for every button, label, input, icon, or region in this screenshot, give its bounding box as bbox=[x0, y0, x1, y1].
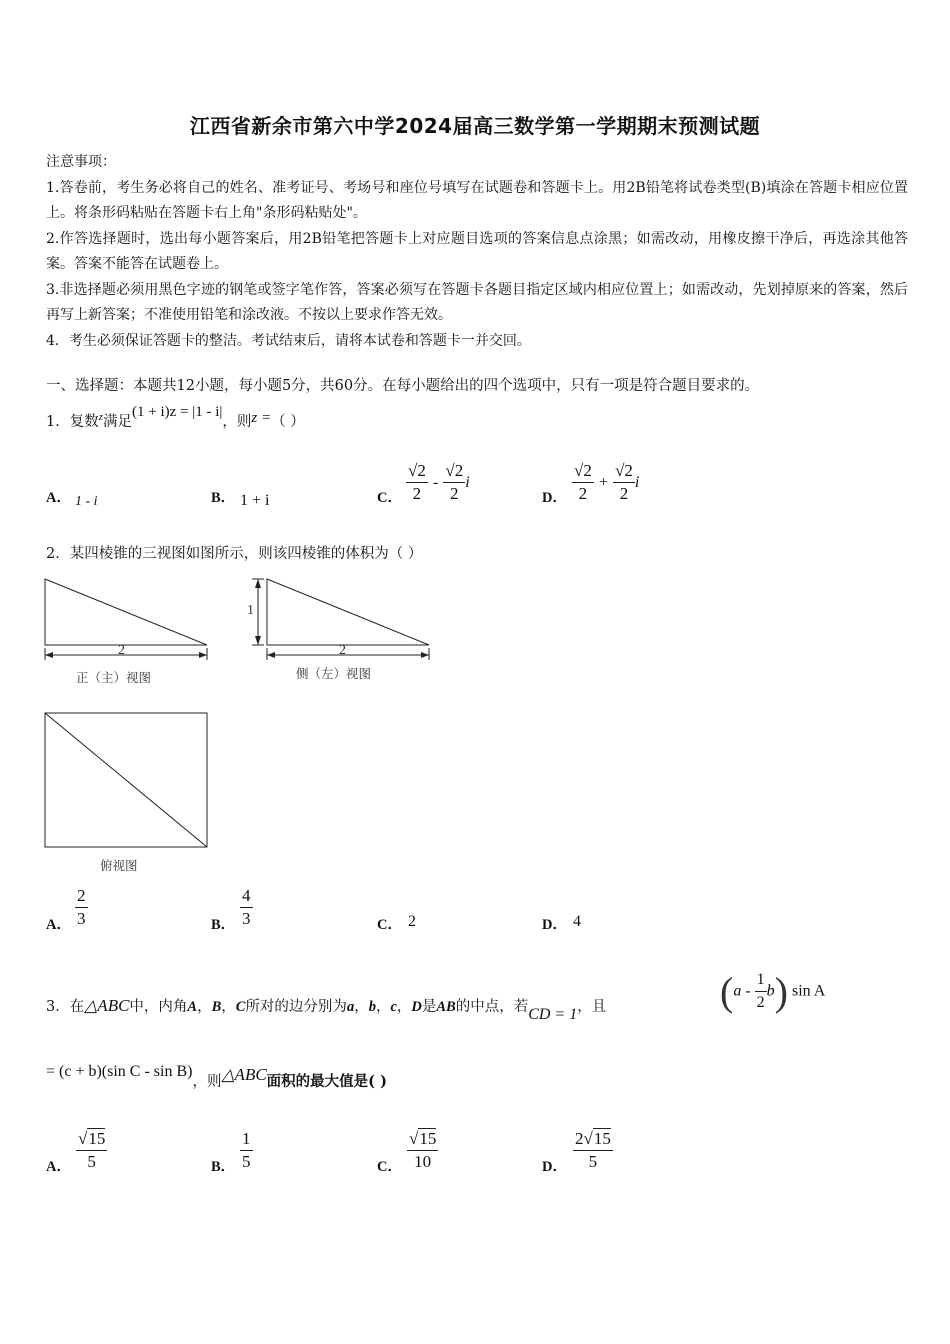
q3-c-den: 10 bbox=[414, 1152, 432, 1171]
q3-d-den: 5 bbox=[588, 1152, 598, 1171]
q2-a-den: 3 bbox=[77, 909, 86, 928]
q1-option-b-label[interactable]: B． bbox=[211, 490, 236, 506]
q2-option-c-label[interactable]: C． bbox=[377, 917, 402, 933]
notice-item-4: 4．考生必须保证答题卡的整洁。考试结束后，请将本试卷和答题卡一并交回。 bbox=[46, 332, 531, 349]
q1-z: z bbox=[98, 411, 104, 424]
q3-line2-p2: 面积的最大值是( ) bbox=[266, 1073, 387, 1090]
q2-option-b-label[interactable]: B． bbox=[211, 917, 236, 933]
q3-c-num: 15 bbox=[419, 1129, 437, 1148]
q1-blank: （ ） bbox=[271, 414, 305, 430]
front-view-caption: 正（主）视图 bbox=[76, 670, 152, 685]
q1-c-num2: √2 bbox=[443, 460, 465, 483]
question-2: 2．某四棱锥的三视图如图所示，则该四棱锥的体积为（ ） bbox=[46, 546, 423, 562]
q3-equation-right: = (c + b)(sin C - sin B) bbox=[46, 1063, 193, 1080]
page-title: 江西省新余市第六中学2024届高三数学第一学期期末预测试题 bbox=[189, 114, 761, 138]
q1-c-i: i bbox=[465, 474, 470, 491]
q2-b-num: 4 bbox=[240, 885, 253, 908]
q1-c-op: - bbox=[432, 474, 439, 491]
side-width-label: 2 bbox=[339, 643, 346, 658]
q3-option-a-label[interactable]: A． bbox=[46, 1159, 71, 1175]
q3-AB: AB bbox=[436, 999, 456, 1015]
q1-option-b-value: 1 + i bbox=[240, 492, 270, 509]
q3-D: D bbox=[411, 999, 422, 1015]
q1-d-num1: √2 bbox=[572, 460, 594, 483]
q3-B: B bbox=[211, 999, 222, 1015]
notice-item-3: 3.非选择题必须用黑色字迹的钢笔或签字笔作答，答案必须写在答题卡各题目指定区域内相应位置上；如需改动，先划掉原来的答案，然后再写上新答案；不准使用铅笔和涂改液。不按以上要求作答无效。 bbox=[46, 281, 908, 323]
q1-c-den1: 2 bbox=[412, 484, 422, 503]
q3-equation-left: (a - $\frac{1}{2}$ b) sin A bbox=[720, 969, 826, 1014]
q3-option-c-value: $\frac{√15}{10}$ bbox=[409, 1129, 437, 1171]
question-3-line-1 bbox=[46, 995, 607, 1023]
front-width-label: 2 bbox=[118, 643, 125, 658]
q3-sinA: sin A bbox=[791, 982, 826, 1000]
q1-mid: 满足 bbox=[103, 414, 133, 430]
q3-p4: 是 bbox=[421, 999, 437, 1015]
q1-option-c-label[interactable]: C． bbox=[377, 490, 402, 506]
q2-option-a-value bbox=[75, 885, 88, 930]
top-view-caption: 俯视图 bbox=[100, 858, 138, 873]
q3-line2-p1: ，则 bbox=[192, 1074, 222, 1090]
notice-item-2: 2.作答选择题时，选出每小题答案后，用2B铅笔把答题卡上对应题目选项的答案信息点涂黑；如需改动，用橡皮擦干净后，再选涂其他答案。答案不能答在试题卷上。 bbox=[46, 230, 908, 272]
q3-cd-eq: CD = 1 bbox=[528, 1006, 578, 1023]
q3-comma4: ， bbox=[375, 999, 391, 1015]
q1-option-d-label[interactable]: D． bbox=[542, 490, 567, 506]
q3-option-b-value bbox=[240, 1128, 253, 1173]
q1-option-a-label[interactable]: A． bbox=[46, 490, 71, 506]
top-view bbox=[45, 713, 207, 847]
q1-d-op: + bbox=[598, 474, 608, 491]
q3-a: a bbox=[346, 999, 355, 1015]
q1-z-eq: z = bbox=[251, 410, 272, 426]
q3-A: A bbox=[187, 999, 198, 1015]
q3-option-b-label[interactable]: B． bbox=[211, 1159, 236, 1175]
q3-a-num: 15 bbox=[88, 1129, 106, 1148]
q1-option-a-value: 1 - i bbox=[75, 494, 98, 509]
q1-d-i: i bbox=[634, 474, 640, 491]
q3-option-a-value: $\frac{√15}{5}$ bbox=[78, 1129, 106, 1171]
q3-b-num: 1 bbox=[240, 1128, 253, 1151]
q2-option-a-label[interactable]: A． bbox=[46, 917, 71, 933]
q2-a-num: 2 bbox=[75, 885, 88, 908]
section-heading: 一、选择题：本题共12小题，每小题5分，共60分。在每小题给出的四个选项中，只有一项是符合题目要求的。 bbox=[46, 378, 760, 394]
q3-half-den: 2 bbox=[756, 994, 765, 1011]
q2-option-d-value: 4 bbox=[573, 913, 581, 930]
q1-prefix: 1．复数 bbox=[46, 414, 99, 430]
q3-comma3: ， bbox=[354, 999, 369, 1015]
q3-b-den: 5 bbox=[242, 1152, 251, 1171]
q2-option-c-value: 2 bbox=[408, 913, 416, 930]
q3-p2: 中，内角 bbox=[129, 999, 188, 1015]
q1-c-den2: 2 bbox=[450, 484, 459, 503]
q3-triangle: △ABC bbox=[84, 996, 130, 1015]
notice-item-1: 1.答卷前，考生务必将自己的姓名、准考证号、考场号和座位号填写在试题卷和答题卡上。用2B铅笔将试卷类型(B)填涂在答题卡相应位置上。将条形码粘贴在答题卡右上角"条形码粘贴处"。 bbox=[46, 179, 908, 221]
q1-c-num1: √2 bbox=[406, 460, 428, 483]
q2-option-d-label[interactable]: D． bbox=[542, 917, 567, 933]
q3-p3: 所对的边分别为 bbox=[245, 999, 347, 1015]
q3-option-d-label[interactable]: D． bbox=[542, 1159, 567, 1175]
q3-option-d-value: $\frac{2√15}{5}$ bbox=[575, 1129, 611, 1171]
q3-eq-b: b bbox=[766, 982, 775, 1000]
q3-comma5: ， bbox=[396, 999, 412, 1015]
q3-eq-a: a - bbox=[733, 982, 751, 1000]
q3-p6: ，且 bbox=[577, 999, 607, 1015]
front-view bbox=[45, 579, 207, 660]
side-view-caption: 侧（左）视图 bbox=[296, 666, 372, 681]
notice-heading: 注意事项： bbox=[46, 154, 116, 170]
question-3-line-2 bbox=[46, 1063, 387, 1091]
q3-line2-triangle: △ABC bbox=[221, 1065, 267, 1084]
q3-C: C bbox=[235, 999, 246, 1015]
q3-comma2: ， bbox=[221, 999, 236, 1015]
q3-half-num: 1 bbox=[755, 969, 767, 992]
q2-option-b-value bbox=[240, 885, 253, 930]
q1-condition: (1 + i)z = |1 - i| bbox=[132, 404, 223, 420]
q3-d-coef: 2 bbox=[575, 1129, 584, 1148]
side-height-label: 1 bbox=[247, 603, 254, 618]
q3-c: c bbox=[390, 999, 397, 1015]
q2-b-den: 3 bbox=[242, 909, 251, 928]
q1-d-num2: √2 bbox=[613, 460, 635, 483]
q3-p5: 的中点，若 bbox=[455, 999, 529, 1015]
q3-a-den: 5 bbox=[87, 1152, 96, 1171]
q3-d-num: 15 bbox=[593, 1129, 611, 1148]
q1-d-den1: 2 bbox=[578, 484, 588, 503]
q1-d-den2: 2 bbox=[619, 484, 629, 503]
q3-option-c-label[interactable]: C． bbox=[377, 1159, 402, 1175]
q3-p1: 3．在 bbox=[46, 999, 85, 1015]
q3-b: b bbox=[368, 999, 376, 1015]
q1-suffix: ，则 bbox=[222, 414, 252, 430]
q3-comma1: ， bbox=[197, 999, 212, 1015]
